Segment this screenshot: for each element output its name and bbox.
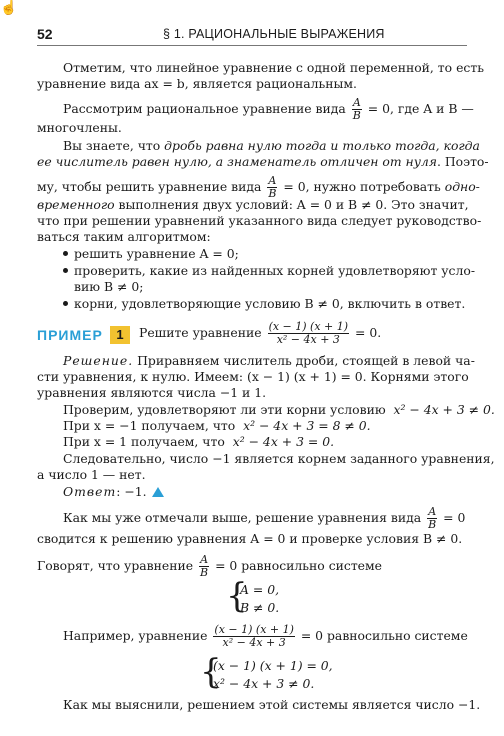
answer-line: Ответ: −1. (63, 484, 164, 500)
solution-line6: При x = 1 получаем, что x² − 4x + 3 = 0. (63, 434, 335, 449)
example-fraction: $\frac{(x - 1) (x + 1)}{\text{x² − 4x + 3}}$ (268, 320, 349, 346)
header-divider (37, 45, 467, 46)
list-item: проверить, какие из найденных корней удовлетворяют усло- (63, 263, 475, 279)
p5-line1: Например, уравнение $\frac{(x - 1) (x + 1)}{\text{x² − 4x + 3}}$ = 0 равносильно системе (63, 623, 468, 649)
p3-line5: что при решении уравнений указанного вида следует руководство- (37, 213, 482, 228)
p3-line6: ваться таким алгоритмом: (37, 229, 211, 244)
p2-line2: многочлены. (37, 120, 122, 135)
hand-pointer-icon: ☝ (0, 0, 18, 16)
solution-line5: При x = −1 получаем, что x² − 4x + 3 = 8 ≠ 0. (63, 418, 371, 433)
list-item: решить уравнение A = 0; (63, 246, 239, 262)
p4-line1: Как мы уже отмечали выше, решение уравнения вида $\frac{A}{B}$ = 0 (63, 505, 466, 531)
p4-line2: сводится к решению уравнения A = 0 и проверке условия B ≠ 0. (37, 531, 463, 546)
p1-line1: Отметим, что линейное уравнение с одной переменной, то есть (63, 60, 484, 75)
example-fraction: $\frac{(x - 1) (x + 1)}{\text{x² − 4x + 3}}$ (214, 623, 294, 649)
bullet-icon (63, 268, 68, 273)
solution-line1: Решение. Приравняем числитель дроби, стоящей в левой ча- (63, 353, 475, 368)
solution-line8: а число 1 — нет. (37, 467, 146, 482)
bullet-icon (63, 251, 68, 256)
solution-line4: Проверим, удовлетворяют ли эти корни условию x² − 4x + 3 ≠ 0. (63, 402, 495, 417)
system1-eq2: B ≠ 0. (240, 600, 280, 615)
fraction-a-over-b: $\frac{A}{B}$ (268, 174, 277, 200)
p2-text-pre: Рассмотрим рациональное уравнение вида (63, 101, 346, 116)
p1-line2: уравнение вида ax = b, является рациональным. (37, 76, 357, 91)
p3-line4: временного выполнения двух условий: A = 0 и B ≠ 0. Это значит, (37, 197, 469, 212)
p3-line1: Вы знаете, что дробь равна нулю тогда и только тогда, когда (63, 138, 480, 153)
solution-line7: Следовательно, число −1 является корнем заданного уравнения, (63, 451, 495, 466)
section-title: § 1. РАЦИОНАЛЬНЫЕ ВЫРАЖЕНИЯ (163, 27, 385, 41)
end-of-solution-triangle-icon (152, 487, 164, 497)
list-item-continuation: вию B ≠ 0; (74, 279, 144, 294)
list-item: корни, удовлетворяющие условию B ≠ 0, включить в ответ. (63, 296, 465, 312)
system-brace: { (200, 652, 222, 692)
p3-line2: ее числитель равен нулю, а знаменатель отличен от нуля. Поэто- (37, 154, 489, 169)
p2-text-post: = 0, где A и B — (367, 101, 474, 116)
example-task: Решите уравнение $\frac{(x - 1) (x + 1)}{\text{x² − 4x + 3}}$ = 0. (139, 320, 382, 346)
solution-line2: сти уравнения, к нулю. Имеем: (x − 1) (x + 1) = 0. Корнями этого (37, 369, 469, 384)
system2-eq2: x² − 4x + 3 ≠ 0. (213, 676, 315, 691)
example-number-badge: 1 (110, 326, 130, 344)
p6-line1: Как мы выяснили, решением этой системы является число −1. (63, 697, 481, 712)
p4-line3: Говорят, что уравнение $\frac{A}{B}$ = 0 равносильно системе (37, 553, 382, 579)
example-label: ПРИМЕР (37, 327, 103, 343)
solution-line3: уравнения являются числа −1 и 1. (37, 385, 267, 400)
fraction-a-over-b: $\frac{A}{B}$ (428, 505, 437, 531)
p2-line1 (63, 97, 474, 122)
system1-eq1: A = 0, (240, 582, 280, 597)
system2-eq1: (x − 1) (x + 1) = 0, (213, 658, 333, 673)
system-brace: { (226, 576, 248, 616)
p3-line3: му, чтобы решить уравнение вида $\frac{A}{B}$ = 0, нужно потребовать одно- (37, 174, 480, 200)
fraction-a-over-b: $\frac{A}{B}$ (352, 96, 361, 122)
bullet-icon (63, 301, 68, 306)
page-number: 52 (37, 26, 53, 42)
fraction-a-over-b: $\frac{A}{B}$ (200, 553, 209, 579)
